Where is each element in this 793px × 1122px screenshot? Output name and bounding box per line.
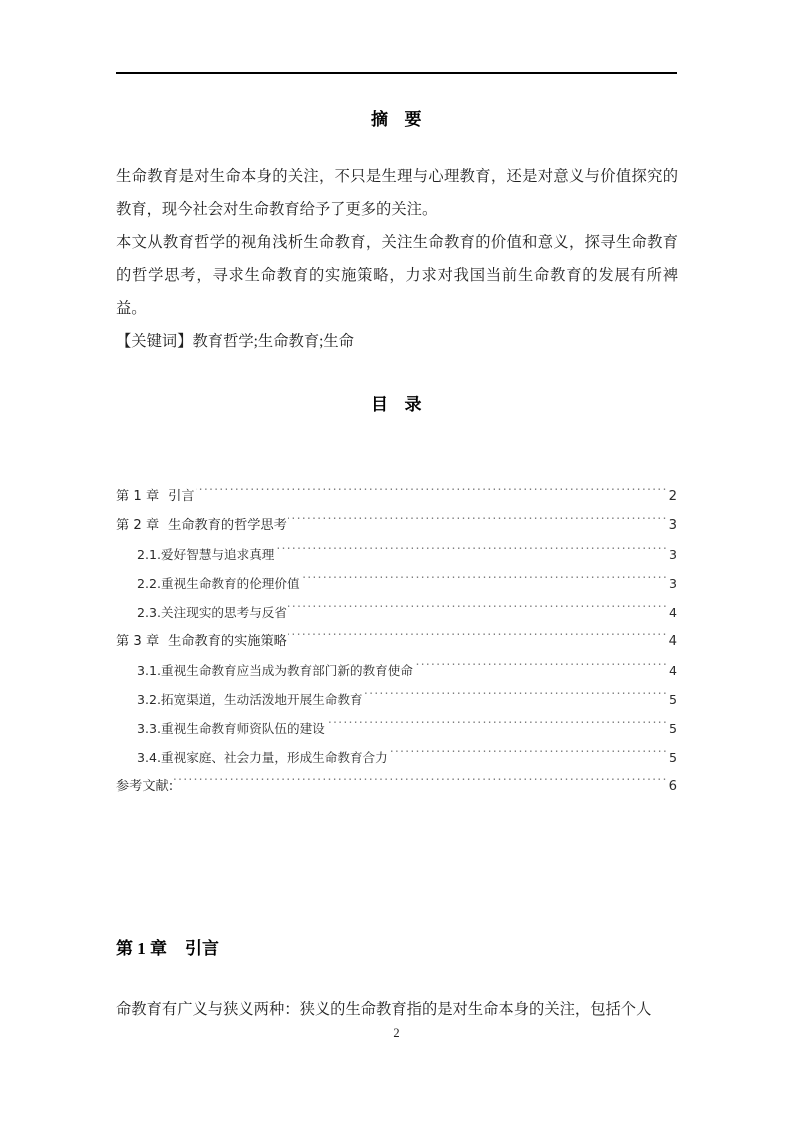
- toc-entry-text: 生命教育的哲学思考: [168, 518, 287, 533]
- toc-entry-number: 第 2 章: [116, 518, 160, 533]
- toc-entry-label: [116, 627, 287, 656]
- toc-dot-leader: [174, 777, 667, 790]
- toc-page-number: 4: [668, 605, 677, 620]
- toc-entry-label: 3.4.重视家庭、社会力量，形成生命教育合力: [137, 750, 388, 765]
- toc-entry[interactable]: [116, 569, 677, 598]
- toc-entry[interactable]: [116, 482, 677, 511]
- toc-entry-label: 3.2.拓宽渠道，生动活泼地开展生命教育: [137, 692, 363, 707]
- toc-entry-label: 3.1.重视生命教育应当成为教育部门新的教育使命: [137, 663, 413, 678]
- toc-dot-leader: [275, 546, 668, 559]
- toc-heading: [116, 390, 677, 415]
- toc-dot-leader: [288, 516, 668, 529]
- toc-dot-leader: [288, 604, 668, 617]
- toc-entry[interactable]: [116, 743, 677, 772]
- abstract-keywords: 【关键词】教育哲学;生命教育;生命: [116, 333, 354, 350]
- toc-dot-leader: [364, 691, 668, 704]
- toc-entry-number: 第 1 章: [116, 489, 160, 504]
- toc-page-number: 5: [668, 750, 677, 765]
- header-rule: [116, 72, 677, 74]
- abstract-heading-char-1: 摘: [371, 110, 389, 129]
- toc-page-number: 4: [668, 663, 677, 678]
- abstract-heading-char-2: 要: [404, 110, 422, 129]
- chapter-1-number: 第 1 章: [116, 939, 167, 958]
- toc-entry-text: 引言: [168, 489, 195, 504]
- chapter-1-paragraph: 命教育有广义与狭义两种：狭义的生命教育指的是对生命本身的关注，包括个人: [116, 1001, 652, 1018]
- toc-page-number: 3: [668, 576, 677, 591]
- toc-entry-label: [116, 511, 287, 540]
- toc-heading-char-2: 录: [404, 395, 422, 414]
- toc-dot-leader: [326, 720, 668, 733]
- toc-dot-leader: [288, 632, 668, 645]
- toc-entry[interactable]: [116, 627, 677, 656]
- toc-page-number: 2: [668, 489, 677, 504]
- toc-dot-leader: [196, 487, 668, 500]
- toc-entry-label: [116, 482, 195, 511]
- abstract-paragraph-1: 生命教育是对生命本身的关注，不只是生理与心理教育，还是对意义与价值探究的教育，现今社会对生命教育给予了更多的关注。: [116, 168, 678, 218]
- toc-page-number: 5: [668, 692, 677, 707]
- toc-entry[interactable]: [116, 685, 677, 714]
- toc-page-number: 6: [668, 779, 677, 794]
- toc-entry[interactable]: [116, 656, 677, 685]
- toc-entry[interactable]: [116, 714, 677, 743]
- toc-entry-label: 2.2.重视生命教育的伦理价值: [137, 576, 300, 591]
- toc-entry-label: 2.1.爱好智慧与追求真理: [137, 547, 275, 562]
- toc-page-number: 4: [668, 634, 677, 649]
- chapter-1-heading: [116, 934, 219, 959]
- toc-entry[interactable]: [116, 772, 677, 801]
- toc-page-number: 3: [668, 518, 677, 533]
- toc-entry[interactable]: [116, 540, 677, 569]
- abstract-heading: [116, 105, 677, 130]
- toc-dot-leader: [301, 575, 668, 588]
- chapter-1-title: 引言: [185, 939, 219, 958]
- table-of-contents: [116, 482, 677, 801]
- toc-entry-label: 3.3.重视生命教育师资队伍的建设: [137, 721, 325, 736]
- toc-entry[interactable]: [116, 598, 677, 627]
- page-number: 2: [393, 1026, 400, 1040]
- toc-dot-leader: [414, 662, 668, 675]
- toc-dot-leader: [389, 749, 668, 762]
- toc-entry-label: 参考文献:: [116, 779, 174, 794]
- toc-entry-text: 生命教育的实施策略: [168, 634, 287, 649]
- toc-entry-number: 第 3 章: [116, 634, 160, 649]
- toc-entry-label: 2.3.关注现实的思考与反省: [137, 605, 287, 620]
- abstract-paragraph-2: 本文从教育哲学的视角浅析生命教育，关注生命教育的价值和意义，探寻生命教育的哲学思考，寻求生命教育的实施策略，力求对我国当前生命教育的发展有所裨益。: [116, 234, 678, 317]
- toc-page-number: 5: [668, 721, 677, 736]
- abstract-block: [116, 160, 678, 358]
- toc-heading-char-1: 目: [371, 395, 389, 414]
- toc-entry[interactable]: [116, 511, 677, 540]
- toc-page-number: 3: [668, 547, 677, 562]
